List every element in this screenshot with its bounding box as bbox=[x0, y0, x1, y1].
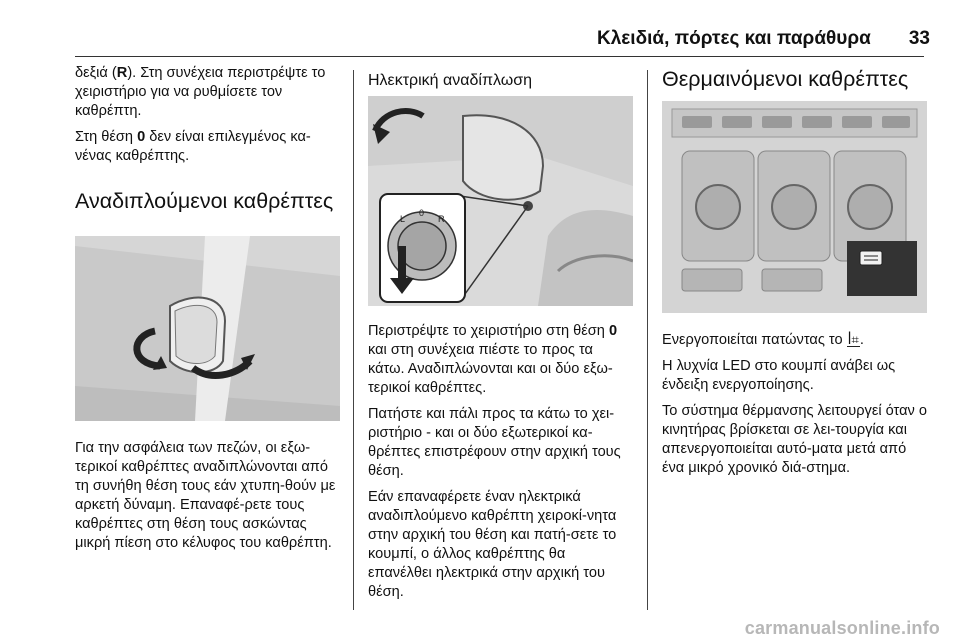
column-divider bbox=[353, 70, 354, 610]
column-3 bbox=[662, 64, 927, 485]
header-rule bbox=[75, 56, 924, 57]
electric-folding-step2: Πατήστε και πάλι προς τα κάτω το χει-ριστήριο - και οι δύο εξωτερικοί κα-θρέπτες επιστρέφουν στην αρχική τους θέση. bbox=[368, 406, 621, 479]
heated-mirrors-operation: Το σύστημα θέρμανσης λειτουργεί όταν ο κινητήρας βρίσκεται σε λει-τουργία και απενεργοποιείται αυτό-ματα μετά από ένα μικρό χρονικό διά-στημα. bbox=[662, 403, 928, 476]
heated-mirrors-heading: Θερμαινόμενοι καθρέπτες bbox=[662, 67, 909, 91]
position-zero-paragraph: Στη θέση 0 δεν είναι επιλεγμένος κα-νένας καθρέπτης. bbox=[75, 129, 311, 164]
watermark: carmanualsonline.info bbox=[744, 618, 940, 638]
electric-folding-step3: Εάν επαναφέρετε έναν ηλεκτρικά αναδιπλούμενο καθρέπτη χειροκί-νητα στην αρχική του θέση και πατή-σετε το κουμπί, ο άλλος καθρέπτης θα επανέλθει ηλεκτρικά στην αρχική του θέση. bbox=[368, 489, 617, 600]
knob-label-left: L bbox=[400, 214, 406, 224]
mirror-switch-illustration bbox=[368, 96, 633, 306]
knob-label-right: R bbox=[438, 214, 445, 224]
column-2 bbox=[368, 64, 633, 609]
knob-label-zero: 0 bbox=[419, 208, 425, 218]
page-number: 33 bbox=[908, 28, 930, 49]
page-header bbox=[555, 28, 930, 54]
heated-mirrors-activation: Ενεργοποιείται πατώντας το ꟾ⌗. bbox=[662, 332, 864, 348]
climate-control-illustration bbox=[662, 101, 927, 313]
electric-folding-heading: Ηλεκτρική αναδίπλωση bbox=[368, 72, 533, 89]
intro-paragraph: δεξιά (R). Στη συνέχεια περιστρέψτε το χειριστήριο για να ρυθμίσετε τον καθρέπτη. bbox=[75, 65, 326, 119]
heated-mirrors-led: Η λυχνία LED στο κουμπί ανάβει ως ένδειξη ενεργοποίησης. bbox=[662, 358, 896, 393]
page-section-title: Κλειδιά, πόρτες και παράθυρα bbox=[597, 28, 871, 49]
electric-folding-step1: Περιστρέψτε το χειριστήριο στη θέση 0 και στη συνέχεια πιέστε το προς τα κάτω. Αναδιπλώνονται και οι δύο εξω-τερικοί καθρέπτες. bbox=[368, 323, 618, 396]
column-1 bbox=[75, 64, 340, 560]
heated-mirror-icon: ꟾ⌗ bbox=[847, 332, 859, 347]
folding-mirrors-heading: Αναδιπλούμενοι καθρέπτες bbox=[75, 189, 334, 213]
folding-mirror-illustration bbox=[75, 236, 340, 421]
folding-mirrors-body: Για την ασφάλεια των πεζών, οι εξω-τερικοί καθρέπτες αναδιπλώνονται από τη συνήθη θέση τους εάν χτυπη-θούν με αρκετή δύναμη. Επαναφέ-ρετε τους καθρέπτες στη θέση τους ασκώντας μικρή πίεση στο κέλυφος του καθρέπτη. bbox=[75, 440, 336, 551]
column-divider bbox=[647, 70, 648, 610]
